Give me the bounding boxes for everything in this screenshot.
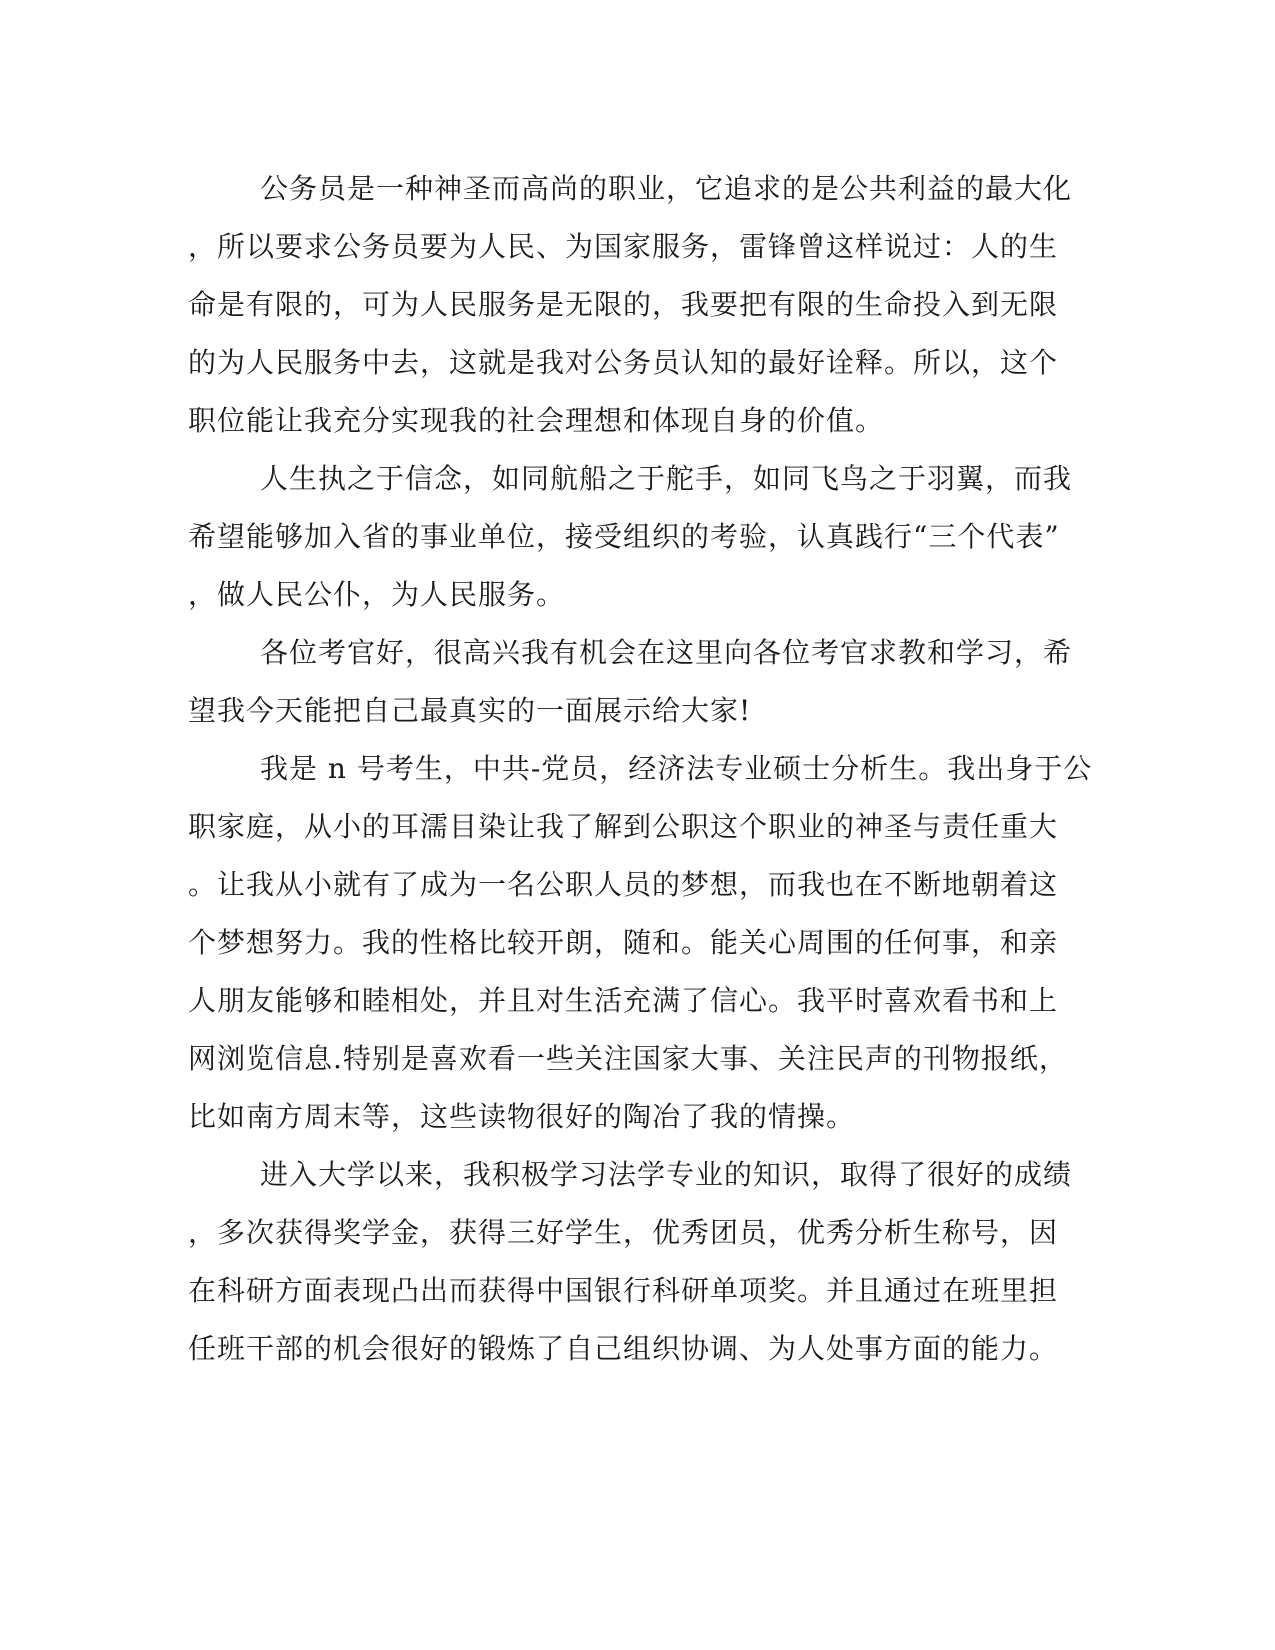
text-line: 职家庭，从小的耳濡目染让我了解到公职这个职业的神圣与责任重大 — [188, 810, 1059, 843]
text-line: 人生执之于信念，如同航船之于舵手，如同飞鸟之于羽翼，而我 — [260, 462, 1073, 495]
paragraph-4 — [188, 740, 1093, 1146]
paragraph-3 — [188, 624, 1088, 740]
text-line: 各位考官好，很高兴我有机会在这里向各位考官求教和学习，希 — [260, 636, 1073, 669]
text-line: ，多次获得奖学金，获得三好学生，优秀团员，优秀分析生称号，因 — [188, 1216, 1059, 1249]
text-line: 命是有限的，可为人民服务是无限的，我要把有限的生命投入到无限 — [188, 288, 1059, 321]
text-line: 的为人民服务中去，这就是我对公务员认知的最好诠释。所以，这个 — [188, 346, 1059, 379]
text-line: 望我今天能把自己最真实的一面展示给大家! — [188, 694, 752, 727]
text-line: 我是 n 号考生，中共-党员，经济法专业硕士分析生。我出身于公 — [260, 752, 1093, 785]
document-body — [188, 160, 1093, 1378]
text-line: 人朋友能够和睦相处，并且对生活充满了信心。我平时喜欢看书和上 — [188, 984, 1059, 1017]
text-line: 。让我从小就有了成为一名公职人员的梦想，而我也在不断地朝着这 — [188, 868, 1059, 901]
text-line: 公务员是一种神圣而高尚的职业，它追求的是公共利益的最大化 — [260, 172, 1073, 205]
text-line: 任班干部的机会很好的锻炼了自己组织协调、为人处事方面的能力。 — [188, 1332, 1059, 1365]
text-line: 网浏览信息.特别是喜欢看一些关注国家大事、关注民声的刊物报纸， — [188, 1042, 1068, 1075]
text-line: ，做人民公仆，为人民服务。 — [188, 578, 566, 611]
text-line: 职位能让我充分实现我的社会理想和体现自身的价值。 — [188, 404, 885, 437]
paragraph-1 — [188, 160, 1088, 450]
text-line: 个梦想努力。我的性格比较开朗，随和。能关心周围的任何事，和亲 — [188, 926, 1059, 959]
text-line: 希望能够加入省的事业单位，接受组织的考验，认真践行“三个代表” — [188, 520, 1060, 553]
text-line: 进入大学以来，我积极学习法学专业的知识，取得了很好的成绩 — [260, 1158, 1073, 1191]
text-line: 在科研方面表现凸出而获得中国银行科研单项奖。并且通过在班里担 — [188, 1274, 1059, 1307]
text-line: ，所以要求公务员要为人民、为国家服务，雷锋曾这样说过：人的生 — [188, 230, 1059, 263]
text-line: 比如南方周末等，这些读物很好的陶冶了我的情操。 — [188, 1100, 856, 1133]
paragraph-5 — [188, 1146, 1088, 1378]
paragraph-2 — [188, 450, 1088, 624]
